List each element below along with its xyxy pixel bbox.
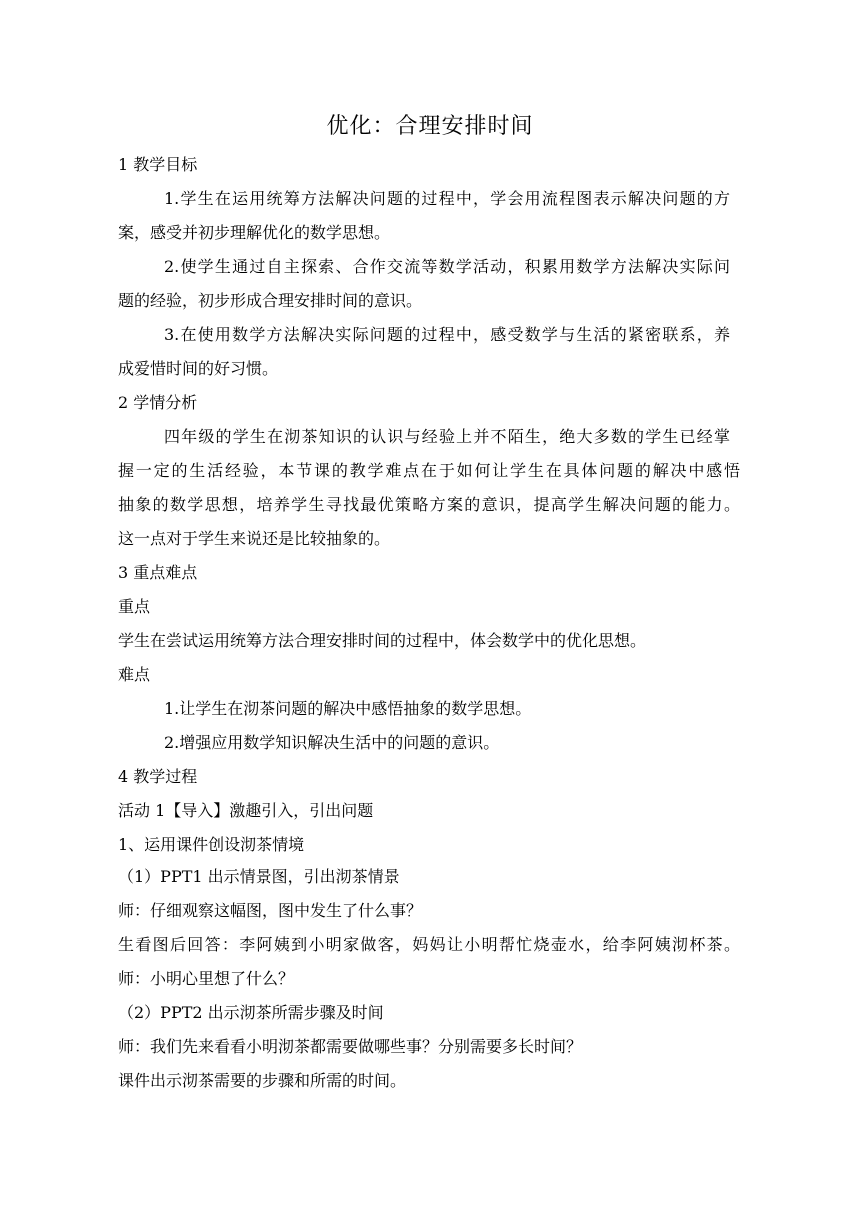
heading-key-difficult-points: 3 重点难点 [118,563,198,582]
activity-1-title: 活动 1【导入】激趣引入，引出问题 [118,801,374,820]
goal-3-line-2: 成爱惜时间的好习惯。 [118,359,279,378]
analysis-line-1: 四年级的学生在沏茶知识的认识与经验上并不陌生，绝大多数的学生已经掌 [164,427,730,446]
courseware-note: 课件出示沏茶需要的步骤和所需的时间。 [118,1071,407,1090]
heading-teaching-process: 4 教学过程 [118,767,198,786]
goal-3-line-1: 3.在使用数学方法解决实际问题的过程中，感受数学与生活的紧密联系，养 [164,325,730,344]
analysis-line-4: 这一点对于学生来说还是比较抽象的。 [118,529,391,548]
analysis-line-3: 抽象的数学思想，培养学生寻找最优策略方案的意识，提高学生解决问题的能力。 [118,495,740,514]
goal-2-line-1: 2.使学生通过自主探索、合作交流等数学活动，积累用数学方法解决实际问 [164,257,730,276]
subheading-difficult-point: 难点 [118,665,151,684]
process-step-1: 1、运用课件创设沏茶情境 [118,835,305,854]
goal-1-line-1: 1.学生在运用统筹方法解决问题的过程中，学会用流程图表示解决问题的方 [164,189,730,208]
process-ppt2: （2）PPT2 出示沏茶所需步骤及时间 [118,1003,384,1022]
difficult-point-1: 1.让学生在沏茶问题的解决中感悟抽象的数学思想。 [164,699,532,718]
goal-2-line-2: 题的经验，初步形成合理安排时间的意识。 [118,291,423,310]
difficult-point-2: 2.增强应用数学知识解决生活中的问题的意识。 [164,733,500,752]
heading-teaching-goals: 1 教学目标 [118,155,198,174]
teacher-question-2: 师：小明心里想了什么？ [118,969,295,988]
teacher-question-1: 师：仔细观察这幅图，图中发生了什么事？ [118,901,423,920]
key-point-text: 学生在尝试运用统筹方法合理安排时间的过程中，体会数学中的优化思想。 [118,631,647,650]
student-answer: 生看图后回答：李阿姨到小明家做客，妈妈让小明帮忙烧壶水，给李阿姨沏杯茶。 [118,935,740,954]
subheading-key-point: 重点 [118,597,151,616]
process-ppt1: （1）PPT1 出示情景图，引出沏茶情景 [118,867,400,886]
document-title: 优化：合理安排时间 [326,114,534,139]
teacher-question-3: 师：我们先来看看小明沏茶都需要做哪些事？分别需要多长时间？ [118,1037,583,1056]
heading-learner-analysis: 2 学情分析 [118,393,198,412]
analysis-line-2: 握一定的生活经验，本节课的教学难点在于如何让学生在具体问题的解决中感悟 [118,461,740,480]
goal-1-line-2: 案，感受并初步理解优化的数学思想。 [118,223,391,242]
